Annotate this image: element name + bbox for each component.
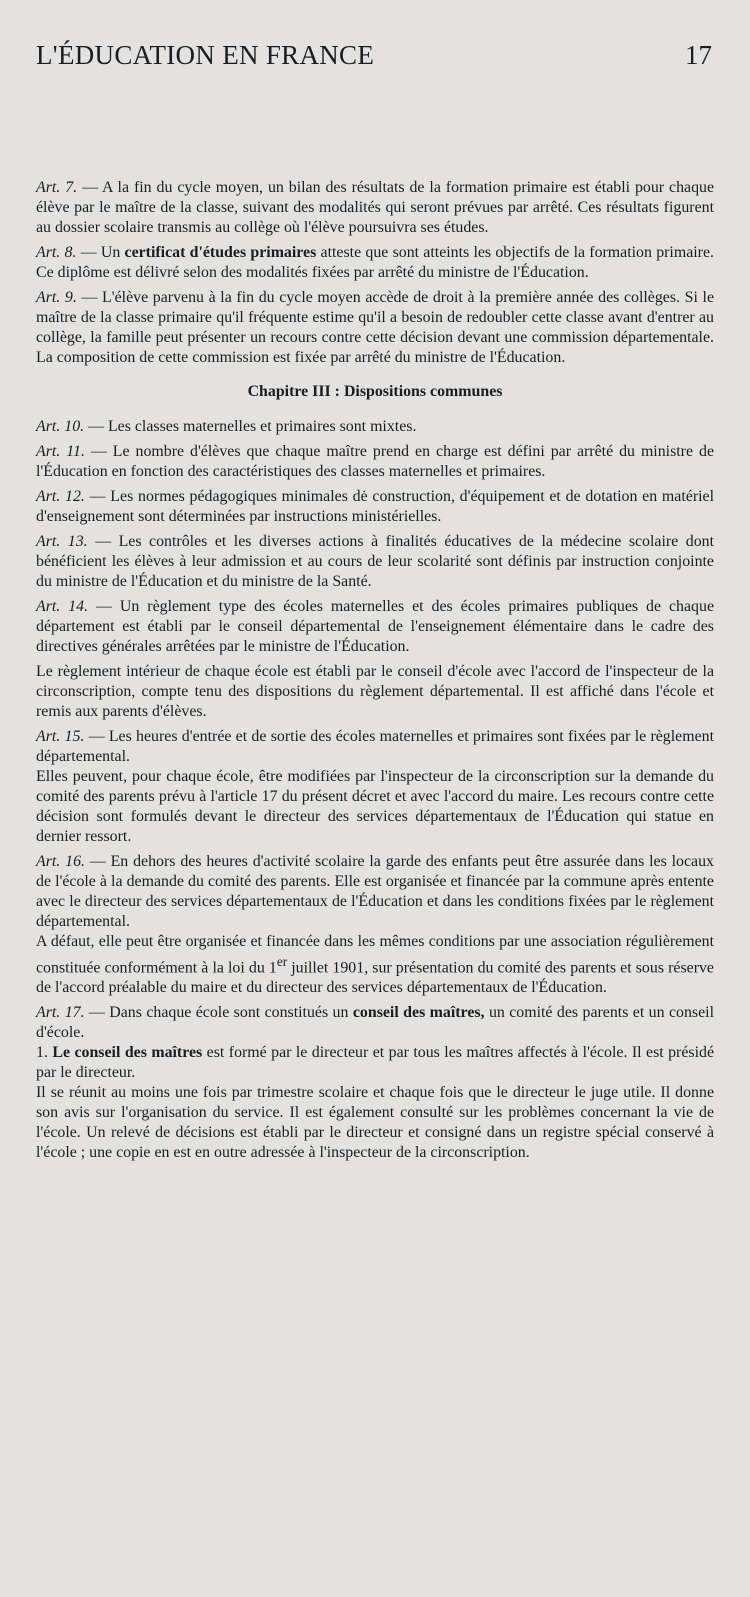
page-number: 17 [685,40,712,70]
article-text: — Dans chaque école sont constitués un [84,1004,353,1022]
running-title: L'ÉDUCATION EN FRANCE [36,40,375,70]
article-17 [36,1003,714,1043]
article-text: un comité des parents et un conseil d'école. [36,1004,714,1042]
article-15-paragraph-2: Elles peuvent, pour chaque école, être modifiées par l'inspecteur de la circonscription sur la demande du comité des parents prévu à l'article 17 du présent décret et avec l'accord du maire. Les recours contre cette décision sont formulés devant le directeur des services départementaux de l'Éducation qui statue en dernier ressort. [36,768,714,845]
article-number: Art. 13. [36,533,88,550]
bold-term: conseil des maîtres, [352,1004,485,1022]
bold-term: certificat d'études primaires [124,244,317,261]
article-number: Art. 8. [36,244,77,261]
article-17-item-1 [36,1043,714,1083]
article-text: atteste que sont atteints les objectifs de la formation primaire. Ce diplôme est délivré selon des modalités fixées par arrêté du ministre de l'Éducation. [36,244,714,281]
article-text: est formé par le directeur et par tous les maîtres affectés à l'école. Il est présidé par le directeur. [36,1044,714,1082]
article-text: — Le nombre d'élèves que chaque maître prend en charge est défini par arrêté du ministre de l'Éducation en fonction des caractéristiques des classes maternelles et primaires. [36,443,714,480]
article-13 [36,532,714,592]
article-10 [36,417,714,437]
chapter-heading: Chapitre III : Dispositions communes [247,383,503,400]
article-text: — Un règlement type des écoles maternelles et des écoles primaires publiques de chaque département est établi par le conseil départemental de l'enseignement élémentaire dans le cadre des directives générales arrêtées par le ministre de l'Éducation. [36,598,714,655]
page-header [36,40,712,80]
article-15 [36,727,714,767]
article-7 [36,178,714,238]
article-text: — En dehors des heures d'activité scolaire la garde des enfants peut être assurée dans les locaux de l'école à la demande du comité des parents. Elle est organisée et financée par la commune après entente avec le directeur des services départementaux de l'Éducation et dans les conditions fixées par le règlement départemental. [36,853,714,930]
article-12 [36,487,714,527]
article-number: Art. 15. [36,728,85,745]
article-text: — L'élève parvenu à la fin du cycle moyen accède de droit à la première année des collèges. Si le maître de la classe primaire qu'il fréquente estime qu'il a besoin de redoubler cette classe avant d'entrer au collège, la famille peut présenter un recours contre cette décision devant une commission départementale. La composition de cette commission est fixée par arrêté du ministre de l'Éducation. [36,289,715,366]
article-9 [36,288,714,368]
article-number: Art. 16. [36,853,85,870]
article-text: — A la fin du cycle moyen, un bilan des résultats de la formation primaire est établi pour chaque élève par le maître de la classe, suivant des modalités qui seront prévues par arrêté. Ces résultats figurent au dossier scolaire transmis au collège où l'élève poursuivra ses études. [36,179,715,236]
article-number: Art. 14. [36,598,89,615]
article-number: Art. 9. [36,289,77,306]
article-text: juillet 1901, sur présentation du comité des parents et sous réserve de l'accord préalable du maire et du directeur des services départementaux de l'Éducation. [36,959,714,997]
article-text: — Les contrôles et les diverses actions à finalités éducatives de la médecine scolaire dont bénéficient les élèves à leur admission et au cours de leur scolarité sont définis par instruction conjointe du ministre de l'Éducation et du ministre de la Santé. [36,533,714,590]
article-17-paragraph-3: Il se réunit au moins une fois par trimestre scolaire et chaque fois que le directeur le juge utile. Il donne son avis sur l'organisation du service. Il est également consulté sur les problèmes concernant la vie de l'école. Un relevé de décisions est établi par le directeur et consigné dans un registre spécial conservé à l'école ; une copie en est en outre adressée à l'inspecteur de la circonscription. [36,1084,714,1162]
article-number: Art. 17. [36,1004,85,1022]
article-number: Art. 12. [36,488,85,505]
bold-term: Le conseil des maîtres [52,1044,203,1062]
article-number: Art. 11. [36,443,85,460]
article-text: A défaut, elle peut être organisée et financée dans les mêmes conditions par une association régulièrement constituée conformément à la loi du 1 [36,933,714,977]
article-11 [36,442,714,482]
article-text: — Les heures d'entrée et de sortie des écoles maternelles et primaires sont fixées par le règlement départemental. [36,728,714,765]
article-8 [36,243,714,283]
article-text: 1. [36,1044,53,1062]
article-number: Art. 7. [36,179,78,196]
article-14-paragraph-2: Le règlement intérieur de chaque école est établi par le conseil d'école avec l'accord de l'inspecteur de la circonscription, compte tenu des dispositions du règlement départemental. Il est affiché dans l'école et remis aux parents d'élèves. [36,663,714,720]
article-text: — Les classes maternelles et primaires sont mixtes. [84,418,417,435]
article-16-paragraph-2 [36,932,714,998]
article-text: — Un [76,244,125,261]
page-body [36,178,714,1168]
article-number: Art. 10. [36,418,85,435]
article-16 [36,852,714,932]
article-14 [36,597,714,657]
superscript: er [276,954,288,969]
article-text: — Les normes pédagogiques minimales dė construction, d'équipement et de dotation en matériel d'enseignement sont déterminées par instructions ministérielles. [36,488,714,525]
